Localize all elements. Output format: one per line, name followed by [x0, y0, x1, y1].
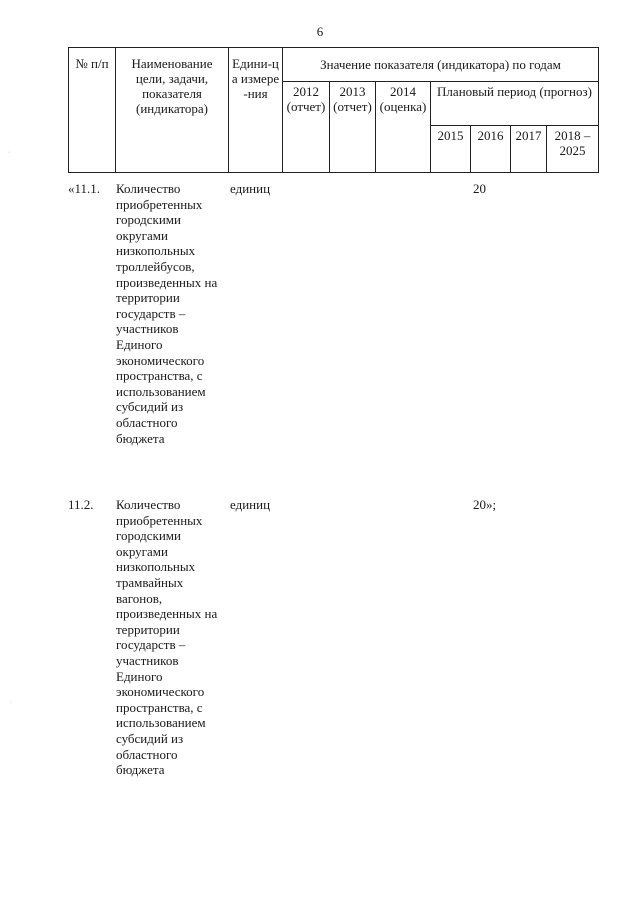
scan-speck: ·: [8, 150, 10, 156]
table-row: [68, 181, 596, 497]
header-values: Значение показателя (индикатора) по годам: [283, 48, 599, 82]
indicator-table-header: [68, 47, 599, 173]
header-year-2016: 2016: [471, 126, 511, 173]
row-value: 20: [473, 181, 486, 196]
scan-speck: ·: [10, 700, 12, 706]
row-unit: единиц: [230, 181, 271, 196]
header-year-2017: 2017: [511, 126, 547, 173]
page-number: 6: [316, 24, 324, 39]
row-value: 20»;: [473, 497, 497, 512]
header-planned-period: Плановый период (прогноз): [431, 82, 599, 126]
header-number: № п/п: [69, 48, 116, 173]
header-year-2012: 2012 (отчет): [283, 82, 330, 173]
row-name: Количество приобретенных городскими округами низкопольных троллейбусов, произведенных на территории государств – участников Единого экономического пространства, с использованием субсидий из областного бюджета: [116, 181, 218, 446]
header-name: Наименование цели, задачи, показателя (индикатора): [116, 48, 229, 173]
header-year-2014: 2014 (оценка): [376, 82, 431, 173]
row-number: «11.1.: [68, 181, 101, 196]
indicator-rows: [68, 181, 596, 827]
row-unit: единиц: [230, 497, 271, 512]
header-year-2018-2025: 2018 – 2025: [547, 126, 599, 173]
header-year-2015: 2015: [431, 126, 471, 173]
header-unit: Едини-ца измере-ния: [229, 48, 283, 173]
table-row: [68, 497, 596, 827]
row-name: Количество приобретенных городскими округами низкопольных трамвайных вагонов, произведенных на территории государств – участников Единого экономического пространства, с использованием субсидий из областного бюджета: [116, 497, 218, 778]
row-number: 11.2.: [68, 497, 94, 512]
header-year-2013: 2013 (отчет): [330, 82, 376, 173]
